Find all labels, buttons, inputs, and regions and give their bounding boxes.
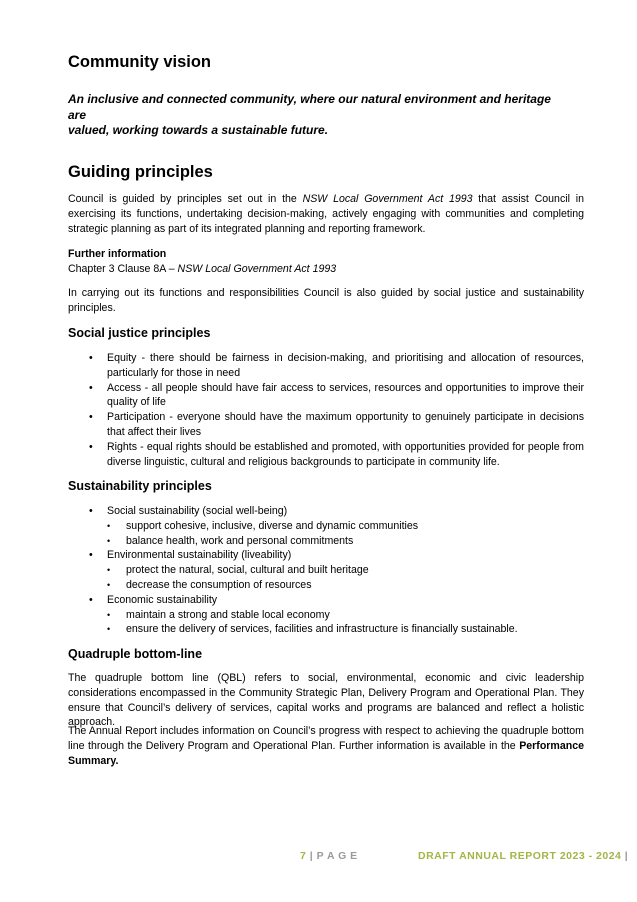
list-item: • Rights - equal rights should be established and promoted, with opportunities provided for people from diverse linguistic, cultural and religious backgrounds to participate in community life. [68,440,584,470]
further-info-block [68,247,584,277]
further-info-heading: Further information [68,248,167,260]
list-item: • Equity - there should be fairness in decision-making, and prioritising and allocation of resources, particularly for those in need [68,351,584,381]
page-number-footer [300,849,358,863]
sub-list [68,563,584,593]
quadruple-paragraph-2-text: The Annual Report includes information on Council’s progress with respect to achieving the quadruple bottom line through the Delivery Program and Operational Plan. Further information is available in the [68,725,584,752]
sustainability-heading: Sustainability principles [68,479,212,493]
sub-list-item: • maintain a strong and stable local economy [68,608,584,623]
guided-by-paragraph: In carrying out its functions and responsibilities Council is also guided by social justice and sustainability principles. [68,287,584,314]
quadruple-paragraph-1: The quadruple bottom line (QBL) refers to social, environmental, economic and civic leadership considerations encompassed in the Community Strategic Plan, Delivery Program and Operational Plan. They ensure that Council’s delivery of services, capital works and programs are balanced and reflect a holistic approach. [68,672,584,729]
sub-list [68,519,584,549]
list-item: • Participation - everyone should have the maximum opportunity to genuinely participate in decisions that affect their lives [68,410,584,440]
social-justice-heading: Social justice principles [68,326,211,340]
further-info-act: NSW Local Government Act 1993 [177,262,337,275]
footer-separator: | [306,850,317,862]
social-justice-list [68,351,584,469]
list-item [68,548,584,592]
community-vision-heading: Community vision [68,53,212,71]
sub-list [68,608,584,638]
sub-list-item: • protect the natural, social, cultural and built heritage [68,563,584,578]
quadruple-paragraph-2 [68,724,584,768]
sub-list-item: • support cohesive, inclusive, diverse and dynamic communities [68,519,584,534]
report-title-end-bar: | [621,850,629,862]
sub-list-item: • decrease the consumption of resources [68,578,584,593]
sub-list-item: • balance health, work and personal commitments [68,534,584,549]
page-label: P A G E [316,850,358,862]
list-item [68,504,584,548]
sustainability-group-label: Social sustainability (social well-being) [107,505,288,517]
report-title-footer [418,849,628,863]
guiding-principles-heading: Guiding principles [68,163,213,181]
page-number: 7 [300,850,307,862]
quadruple-bottom-line-heading: Quadruple bottom-line [68,647,203,661]
list-item: • Access - all people should have fair access to services, resources and opportunities to improve their quality of life [68,381,584,411]
performance-summary-reference: Performance Summary. [68,739,584,767]
guiding-intro-pre: Council is guided by principles set out in the [68,193,303,205]
guiding-intro-post: that assist Council in exercising its functions, undertaking decision-making, actively engaging with communities and completing strategic planning as part of its integrated planning and reporting framework. [68,193,584,235]
vision-statement-line-1: An inclusive and connected community, where our natural environment and heritage are [68,92,551,122]
list-item [68,593,584,637]
vision-statement-line-2: valued, working towards a sustainable future. [68,123,329,137]
vision-statement [68,92,568,139]
guiding-intro-act: NSW Local Government Act 1993 [302,193,473,205]
sustainability-group-label: Environmental sustainability (liveability) [107,549,292,562]
sustainability-group-label: Economic sustainability [107,593,218,606]
guiding-intro-paragraph [68,192,584,236]
sustainability-list [68,504,584,637]
report-title: DRAFT ANNUAL REPORT 2023 - 2024 [418,850,622,862]
sub-list-item: • ensure the delivery of services, facilities and infrastructure is financially sustainable. [68,622,584,637]
further-info-pre: Chapter 3 Clause 8A – [68,262,178,275]
